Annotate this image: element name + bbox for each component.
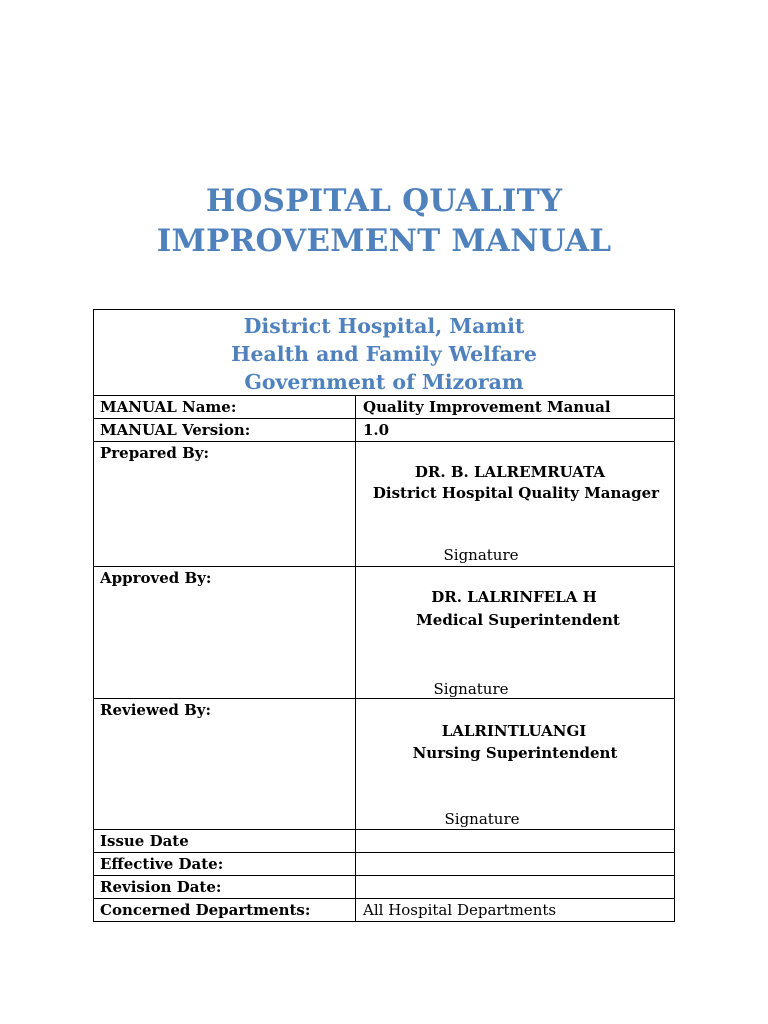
row-concerned-departments (94, 899, 674, 921)
effective-date-label: Effective Date: (94, 853, 356, 875)
prepared-by-name: DR. B. LALREMRUATA (414, 463, 606, 481)
manual-version-label: MANUAL Version: (94, 419, 356, 441)
approved-by-role: Medical Superintendent (416, 611, 620, 629)
approved-by-label: Approved By: (94, 567, 356, 698)
header-government: Government of Mizoram (244, 370, 524, 394)
row-prepared-by (94, 442, 674, 567)
reviewed-by-cell (356, 699, 674, 829)
row-revision-date (94, 876, 674, 899)
revision-date-label: Revision Date: (94, 876, 356, 898)
prepared-by-role: District Hospital Quality Manager (372, 484, 660, 502)
approved-by-cell (356, 567, 674, 698)
table-header (94, 310, 674, 396)
title-line-1: HOSPITAL QUALITY (205, 183, 563, 219)
row-reviewed-by (94, 699, 674, 830)
document-control-table (93, 309, 675, 922)
manual-name-value: Quality Improvement Manual (363, 398, 611, 416)
title-line-2: IMPROVEMENT MANUAL (156, 223, 612, 259)
issue-date-label: Issue Date (94, 830, 356, 852)
effective-date-value (356, 853, 674, 875)
row-issue-date (94, 830, 674, 853)
document-title (0, 181, 768, 261)
row-manual-version (94, 419, 674, 442)
concerned-departments-value: All Hospital Departments (363, 901, 557, 919)
reviewed-by-name: LALRINTLUANGI (441, 722, 587, 740)
header-department: Health and Family Welfare (231, 342, 537, 366)
row-approved-by (94, 567, 674, 699)
header-hospital: District Hospital, Mamit (243, 314, 525, 338)
prepared-by-cell (356, 442, 674, 566)
row-effective-date (94, 853, 674, 876)
manual-version-value: 1.0 (363, 421, 390, 439)
issue-date-value (356, 830, 674, 852)
prepared-by-signature: Signature (443, 546, 519, 564)
approved-by-signature: Signature (433, 680, 509, 698)
revision-date-value (356, 876, 674, 898)
concerned-departments-label: Concerned Departments: (94, 899, 356, 921)
row-manual-name (94, 396, 674, 419)
approved-by-name: DR. LALRINFELA H (431, 588, 597, 606)
prepared-by-label: Prepared By: (94, 442, 356, 566)
reviewed-by-label: Reviewed By: (94, 699, 356, 829)
manual-name-label: MANUAL Name: (94, 396, 356, 418)
reviewed-by-signature: Signature (444, 810, 520, 828)
reviewed-by-role: Nursing Superintendent (412, 744, 618, 762)
